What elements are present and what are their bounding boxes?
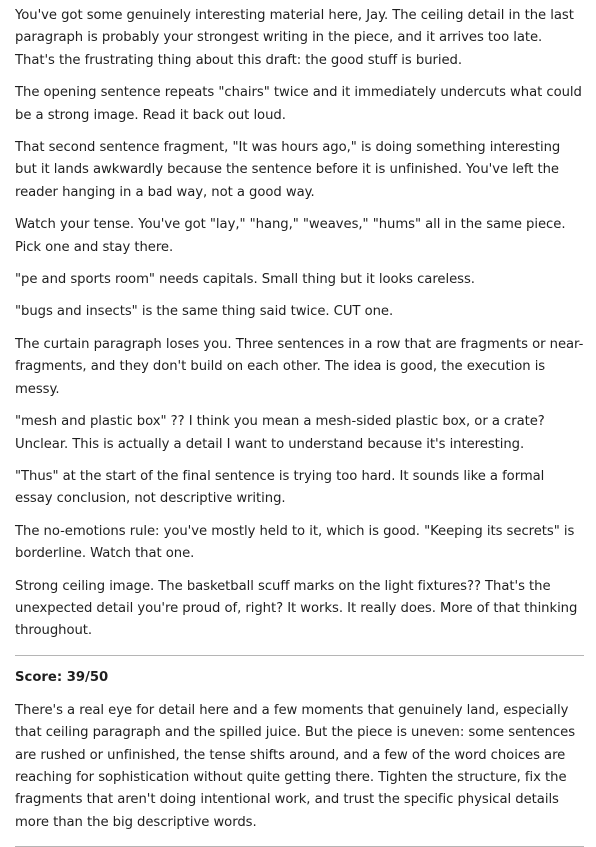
feedback-paragraph-curtain: The curtain paragraph loses you. Three sentences in a row that are fragments or near-fragments, and they don't build on each other. The idea is good, the execution is messy. <box>15 336 584 397</box>
feedback-paragraph-tense: Watch your tense. You've got "lay," "hang," "weaves," "hums" all in the same piece. Pick one and stay there. <box>15 217 566 255</box>
feedback-paragraph-capitals: "pe and sports room" needs capitals. Small thing but it looks careless. <box>15 272 475 288</box>
feedback-paragraph-box: "mesh and plastic box" ?? I think you mean a mesh-sided plastic box, or a crate? Unclear. This is actually a detail I want to understand because it's interesting. <box>15 414 545 452</box>
summary-paragraph: There's a real eye for detail here and a few moments that genuinely land, especially that ceiling paragraph and the spilled juice. But the piece is uneven: some sentences are rushed or unfinished, the tense shifts around, and a few of the word choices are reaching for sophistication without quite getting there. Tighten the structure, fix the fragments that aren't doing intentional work, and trust the specific physical details more than the big descriptive words. <box>15 702 576 830</box>
feedback-paragraph-redundancy: "bugs and insects" is the same thing said twice. CUT one. <box>15 304 394 320</box>
feedback-paragraph-thus: "Thus" at the start of the final sentence is trying too hard. It sounds like a formal essay conclusion, not descriptive writing. <box>15 468 545 507</box>
section-divider <box>15 655 584 656</box>
feedback-paragraph-fragment: That second sentence fragment, "It was hours ago," is doing something interesting but it lands awkwardly because the sentence before it is unfinished. You've left the reader hanging in a bad way, not a good way. <box>15 140 561 200</box>
feedback-paragraph-emotions: The no-emotions rule: you've mostly held to it, which is good. "Keeping its secrets" is borderline. Watch that one. <box>15 523 575 562</box>
feedback-paragraph-opening-sentence: The opening sentence repeats "chairs" twice and it immediately undercuts what could be a strong image. Read it back out loud. <box>15 85 582 123</box>
feedback-paragraph-ceiling: Strong ceiling image. The basketball scuff marks on the light fixtures?? That's the unexpected detail you're proud of, right? It works. It really does. More of that thinking throughout. <box>15 578 578 639</box>
feedback-paragraph-intro: You've got some genuinely interesting material here, Jay. The ceiling detail in the last paragraph is probably your strongest writing in the piece, and it arrives too late. That's the frustrating thing about this draft: the good stuff is buried. <box>15 8 574 68</box>
score-heading: Score: 39/50 <box>15 669 109 685</box>
